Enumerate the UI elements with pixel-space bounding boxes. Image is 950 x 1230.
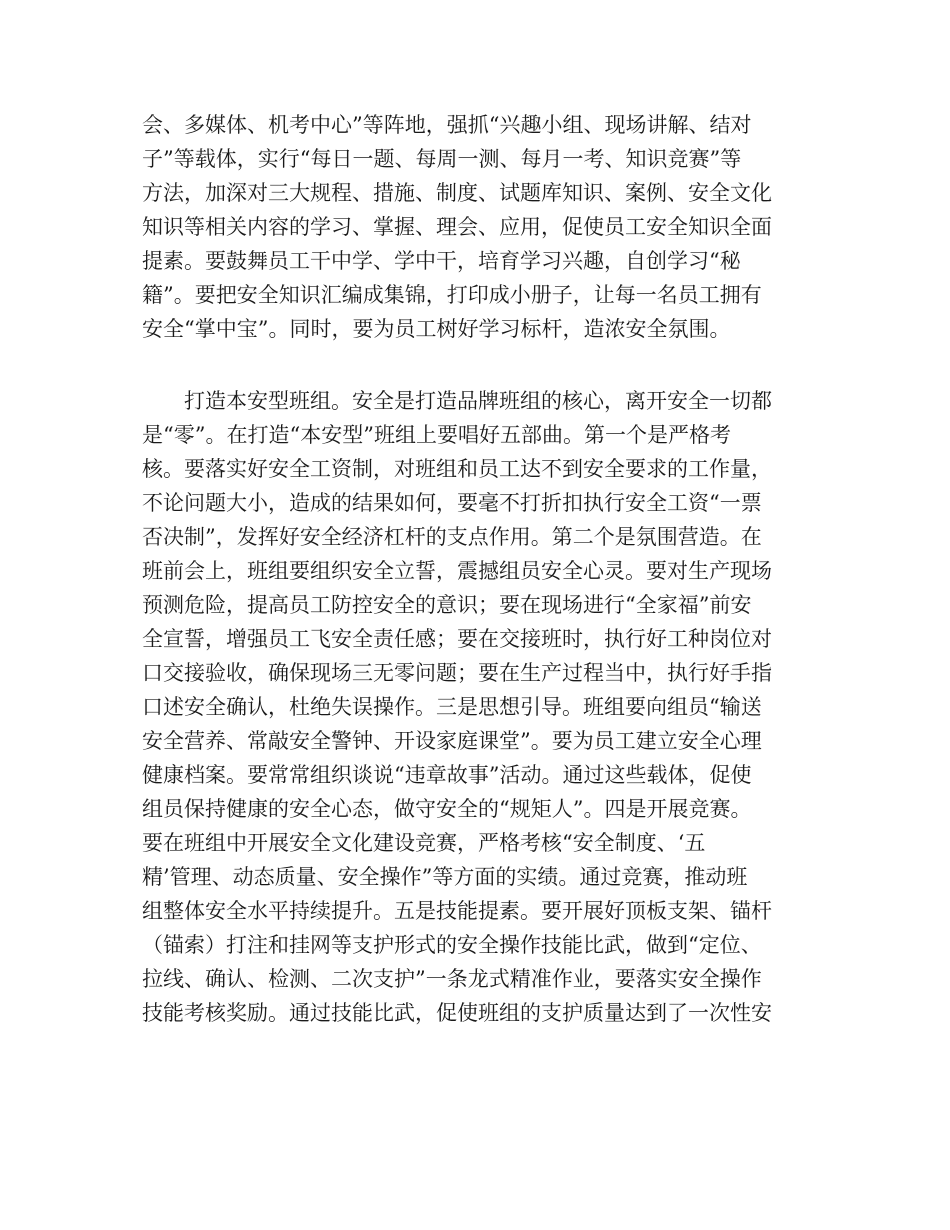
text-line: 会、多媒体、机考中心”等阵地，强抓“兴趣小组、现场讲解、结对 (142, 113, 752, 137)
text-line: 籍”。要把安全知识汇编成集锦，打印成小册子，让每一名员工拥有 (142, 283, 762, 307)
paragraph-safety-team (142, 384, 810, 1030)
text-line: （锚索）打注和挂网等支护形式的安全操作技能比武，做到“定位、 (142, 933, 762, 957)
text-line: 安全“掌中宝”。同时，要为员工树好学习标杆，造浓安全氛围。 (142, 317, 731, 341)
text-line: 要在班组中开展安全文化建设竞赛，严格考核“安全制度、‘五 (142, 831, 706, 855)
text-line: 健康档案。要常常组织谈说“违章故事”活动。通过这些载体，促使 (142, 763, 752, 787)
text-line: 全宣誓，增强员工飞安全责任感；要在交接班时，执行好工种岗位对 (142, 627, 772, 651)
text-line: 组员保持健康的安全心态，做守安全的“规矩人”。四是开展竞赛。 (142, 797, 752, 821)
paragraph-continuation (142, 108, 810, 346)
text-line: 是“零”。在打造“本安型”班组上要唱好五部曲。第一个是严格考 (142, 423, 731, 447)
text-line: 精’管理、动态质量、安全操作”等方面的实绩。通过竞赛，推动班 (142, 865, 748, 889)
text-line: 子”等载体，实行“每日一题、每周一测、每月一考、知识竞赛”等 (142, 147, 742, 171)
text-line: 核。要落实好安全工资制，对班组和员工达不到安全要求的工作量， (142, 457, 772, 481)
text-line: 打造本安型班组。安全是打造品牌班组的核心，离开安全一切都 (184, 389, 772, 413)
text-line: 安全营养、常敲安全警钟、开设家庭课堂”。要为员工建立安全心理 (142, 729, 762, 753)
text-line: 知识等相关内容的学习、掌握、理会、应用，促使员工安全知识全面 (142, 215, 772, 239)
text-line: 否决制”，发挥好安全经济杠杆的支点作用。第二个是氛围营造。在 (142, 525, 762, 549)
text-line: 班前会上，班组要组织安全立誓，震撼组员安全心灵。要对生产现场 (142, 559, 772, 583)
text-line: 提素。要鼓舞员工干中学、学中干，培育学习兴趣，自创学习“秘 (142, 249, 741, 273)
text-line: 口述安全确认，杜绝失误操作。三是思想引导。班组要向组员“输送 (142, 695, 762, 719)
text-line: 不论问题大小，造成的结果如何，要毫不打折扣执行安全工资“一票 (142, 491, 762, 515)
text-line: 预测危险，提高员工防控安全的意识；要在现场进行“全家福”前安 (142, 593, 752, 617)
text-line: 方法，加深对三大规程、措施、制度、试题库知识、案例、安全文化 (142, 181, 772, 205)
text-line: 口交接验收，确保现场三无零问题；要在生产过程当中，执行好手指 (142, 661, 772, 685)
text-line: 组整体安全水平持续提升。五是技能提素。要开展好顶板支架、锚杆 (142, 899, 772, 923)
text-line: 拉线、确认、检测、二次支护”一条龙式精准作业，要落实安全操作 (142, 967, 762, 991)
text-line: 技能考核奖励。通过技能比武，促使班组的支护质量达到了一次性安 (142, 1001, 772, 1025)
